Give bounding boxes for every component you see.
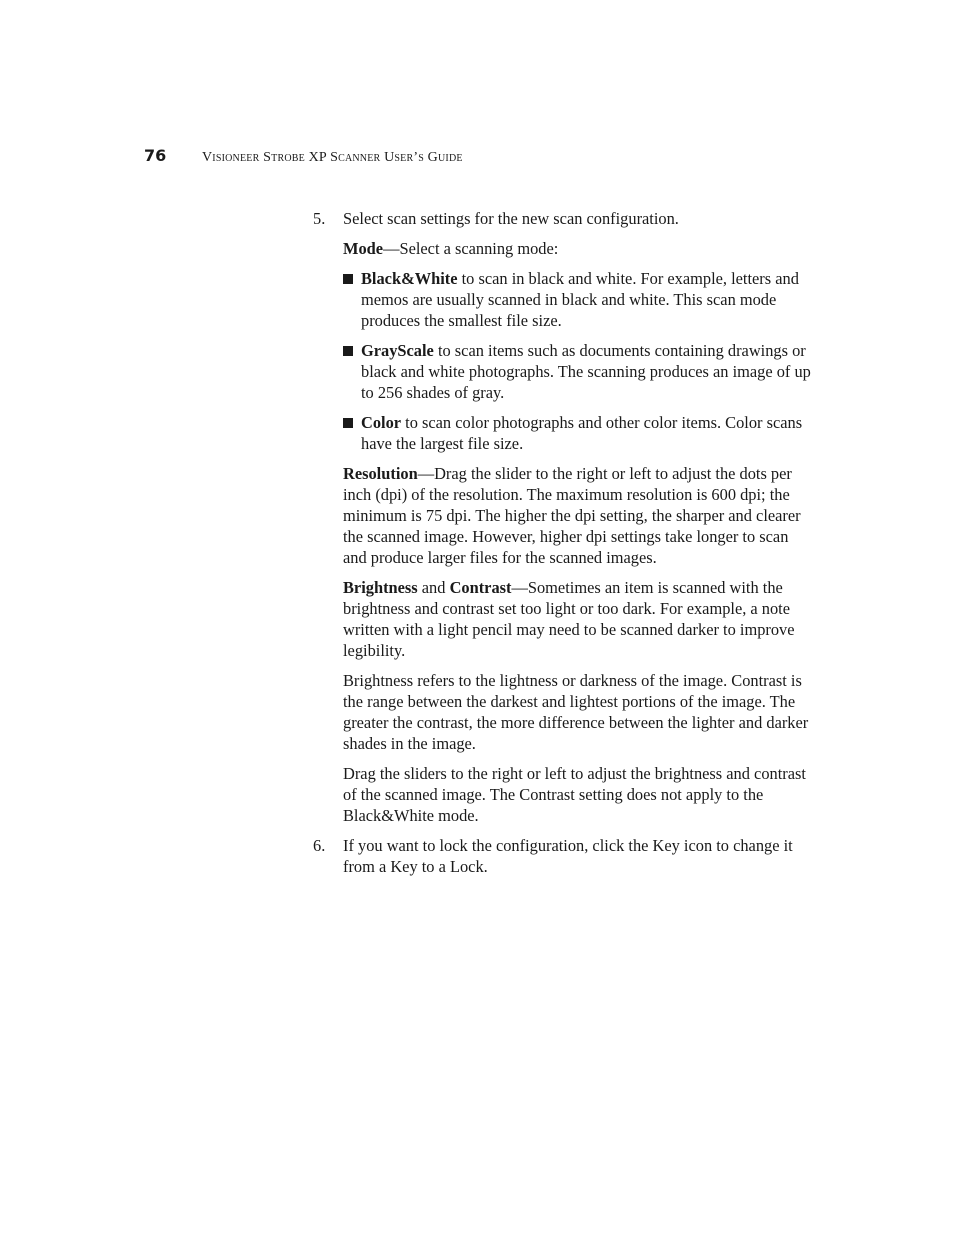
step-number: 5. [313, 209, 326, 228]
bullet-text: to scan in black and white. For example, letters and memos are usually scanned in black and white. This scan mode produces the smallest file size. [361, 269, 799, 330]
bullet-term: GrayScale [361, 341, 434, 360]
page-header [144, 146, 463, 168]
and-joiner: and [417, 578, 450, 597]
page-number: 76 [144, 146, 167, 165]
mode-text: —Select a scanning mode: [383, 239, 559, 258]
drag-sliders-paragraph: Drag the sliders to the right or left to adjust the brightness and contrast of the scanned image. The Contrast setting does not apply to the Black&White mode. [343, 764, 806, 825]
bullet-term: Black&White [361, 269, 458, 288]
mode-paragraph [343, 238, 813, 259]
square-bullet-icon [343, 346, 353, 356]
square-bullet-icon [343, 418, 353, 428]
running-title: Visioneer Strobe XP Scanner User’s Guide [202, 150, 463, 165]
brightness-contrast-paragraph [343, 577, 813, 661]
contrast-term: Contrast [449, 578, 512, 597]
bullet-term: Color [361, 413, 402, 432]
resolution-term: Resolution [343, 464, 418, 483]
bullet-item [343, 268, 813, 331]
brightness-contrast-text: —Sometimes an item is scanned with the brightness and contrast set too light or too dark. For example, a note written with a light pencil may need to be scanned darker to improve legibility. [343, 578, 795, 660]
bullet-text: to scan items such as documents containing drawings or black and white photographs. The scanning produces an image of up to 256 shades of gray. [361, 341, 811, 402]
resolution-text: —Drag the slider to the right or left to adjust the dots per inch (dpi) of the resolution. The maximum resolution is 600 dpi; the minimum is 75 dpi. The higher the dpi setting, the sharper and clearer the scanned image. However, higher dpi settings take longer to scan and produce larger files for the scanned images. [343, 464, 801, 567]
page-body [313, 208, 813, 886]
brightness-definition-paragraph: Brightness refers to the lightness or darkness of the image. Contrast is the range between the darkest and lightest portions of the image. The greater the contrast, the more difference between the lighter and darker shades in the image. [343, 671, 809, 753]
brightness-term: Brightness [343, 578, 418, 597]
step-5 [313, 208, 813, 826]
bullet-text: to scan color photographs and other color items. Color scans have the largest file size. [361, 413, 803, 453]
step-6 [313, 835, 813, 877]
square-bullet-icon [343, 274, 353, 284]
step-number: 6. [313, 836, 326, 855]
mode-term: Mode [343, 239, 384, 258]
bullet-item [343, 340, 813, 403]
step-5-text: Select scan settings for the new scan configuration. [343, 209, 679, 228]
bullet-item [343, 412, 813, 454]
step-6-text: If you want to lock the configuration, click the Key icon to change it from a Key to a Lock. [343, 836, 793, 876]
resolution-paragraph [343, 463, 813, 568]
